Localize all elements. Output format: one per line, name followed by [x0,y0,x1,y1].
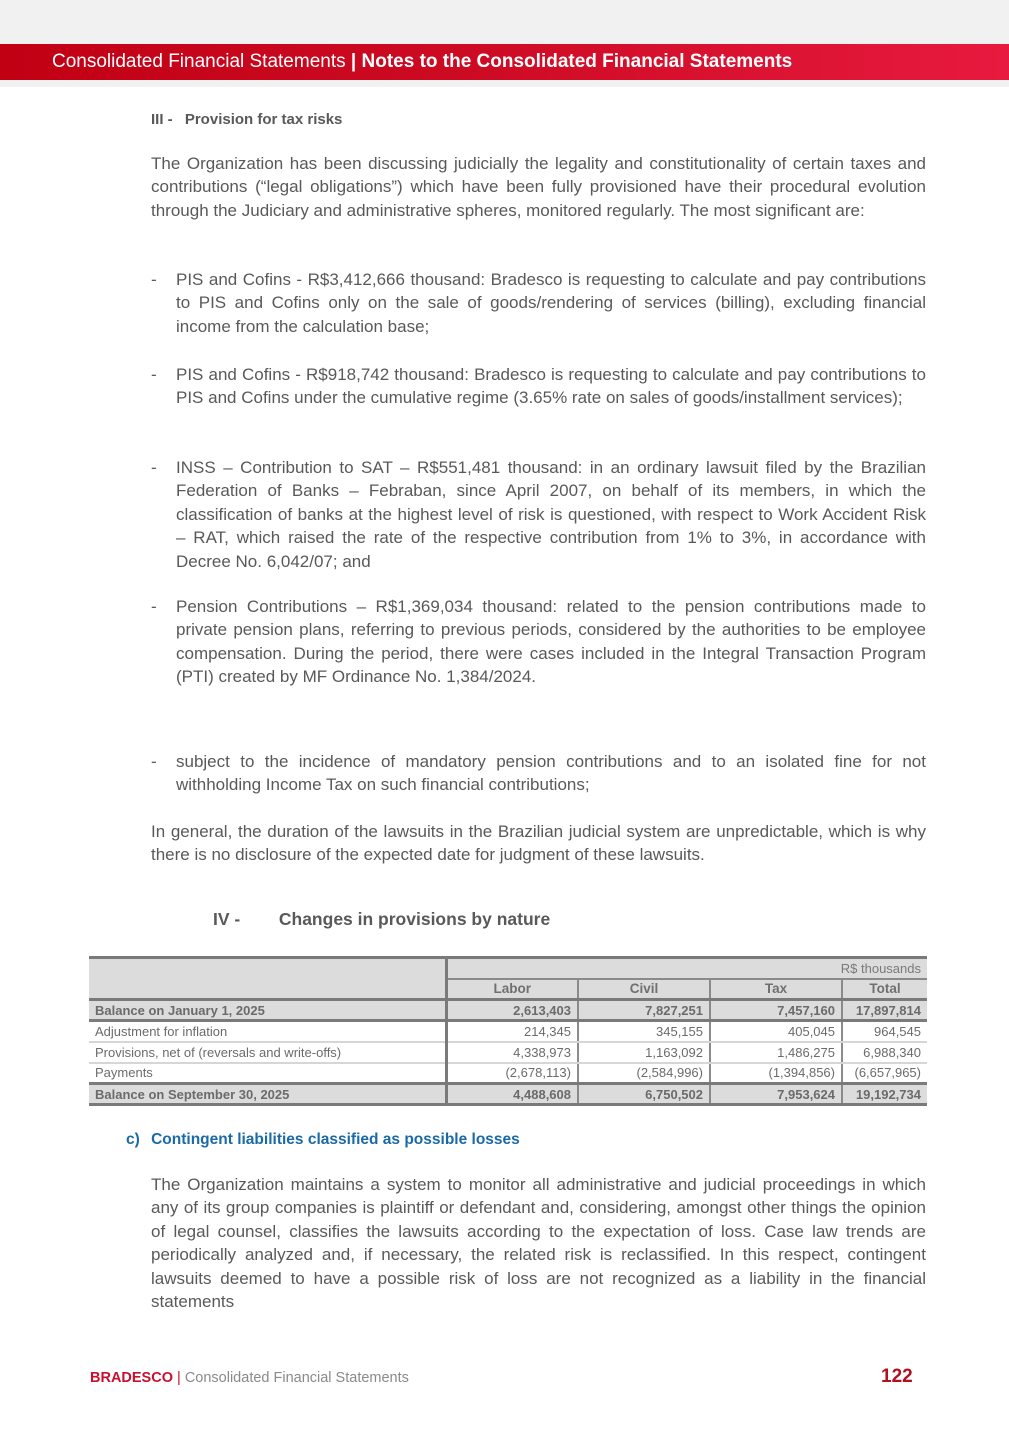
section-c-text: The Organization maintains a system to monitor all administrative and judicial proceedings in which any of its group companies is plaintiff or defendant and, considering, amongst other things the opinion of legal counsel, classifies the lawsuits according to the expectation of loss. Case law trends are periodically analyzed and, if necessary, the related risk is reclassified. In this respect, contingent lawsuits deemed to have a possible risk of loss are not recognized as a liability in the financial statements [151,1175,926,1312]
bullet-text: PIS and Cofins - R$918,742 thousand: Bradesco is requesting to calculate and pay contributions to PIS and Cofins under the cumulative regime (3.65% rate on sales of goods/installment services); [176,365,926,408]
cell-total: 6,988,340 [842,1042,927,1063]
cell-tax: 7,457,160 [710,1000,842,1021]
section-iii-intro: The Organization has been discussing judicially the legality and constitutionality of certain taxes and contributions (“legal obligations”) which have been fully provisioned have their procedural evolution through the Judiciary and administrative spheres, monitored regularly. The most significant are: [151,154,926,220]
footer-separator: | [177,1370,181,1386]
footer-brand: BRADESCO [90,1370,173,1386]
bullet-text: subject to the incidence of mandatory pension contributions and to an isolated fine for not withholding Income Tax on such financial contributions; [176,752,926,795]
row-label: Provisions, net of (reversals and write-offs) [89,1042,446,1063]
list-item [151,268,926,338]
cell-tax: 1,486,275 [710,1042,842,1063]
column-header-labor: Labor [446,979,578,1000]
cell-tax: 7,953,624 [710,1084,842,1105]
section-iii-closing: In general, the duration of the lawsuits in the Brazilian judicial system are unpredictable, which is why there is no disclosure of the expected date for judgment of these lawsuits. [151,822,926,865]
cell-civil: 345,155 [578,1021,710,1042]
section-iv-heading [213,909,550,930]
cell-labor: 4,488,608 [446,1084,578,1105]
cell-total: 17,897,814 [842,1000,927,1021]
column-header-total: Total [842,979,927,1000]
table-row [89,1042,927,1063]
list-item [151,363,926,410]
header-left-title: Consolidated Financial Statements [52,51,346,72]
list-item [151,750,926,797]
header-under-strip [0,80,1009,87]
list-item [151,595,926,689]
page-top-margin [0,0,1009,44]
cell-civil: (2,584,996) [578,1063,710,1084]
table-units: R$ thousands [446,958,927,979]
column-header-tax: Tax [710,979,842,1000]
section-c-title: Contingent liabilities classified as possible losses [151,1131,520,1148]
cell-labor: 4,338,973 [446,1042,578,1063]
footer [90,1370,409,1386]
cell-total: 19,192,734 [842,1084,927,1105]
table-row [89,1000,927,1021]
cell-total: (6,657,965) [842,1063,927,1084]
bullet-text: PIS and Cofins - R$3,412,666 thousand: Bradesco is requesting to calculate and pay contributions to PIS and Cofins only on the sale of goods/rendering of services (billing), excluding financial income from the calculation base; [176,270,926,336]
bullet-dash: - [151,752,157,771]
provisions-table [89,956,927,1106]
section-iii-heading [151,111,342,128]
header-separator: | [350,51,357,72]
table-row [89,1084,927,1105]
cell-labor: 2,613,403 [446,1000,578,1021]
table-row [89,1063,927,1084]
section-c-heading [126,1131,520,1149]
header-right-title: Notes to the Consolidated Financial Statements [361,51,793,72]
cell-civil: 7,827,251 [578,1000,710,1021]
bullet-dash: - [151,458,157,477]
cell-tax: 405,045 [710,1021,842,1042]
cell-labor: (2,678,113) [446,1063,578,1084]
row-label: Payments [89,1063,446,1084]
document-header-bar [0,44,1009,80]
table-header-blank [89,958,446,1000]
section-c-letter: c) [126,1131,140,1148]
section-iv-title: Changes in provisions by nature [278,909,551,929]
footer-label: Consolidated Financial Statements [184,1370,409,1386]
cell-total: 964,545 [842,1021,927,1042]
row-label: Balance on January 1, 2025 [89,1000,446,1021]
section-iii-title: Provision for tax risks [184,111,343,128]
cell-tax: (1,394,856) [710,1063,842,1084]
cell-labor: 214,345 [446,1021,578,1042]
list-item [151,456,926,573]
bullet-dash: - [151,365,157,384]
bullet-text: INSS – Contribution to SAT – R$551,481 thousand: in an ordinary lawsuit filed by the Brazilian Federation of Banks – Febraban, since April 2007, on behalf of its members, in which the classification of banks at the highest level of risk is questioned, with respect to Work Accident Risk – RAT, which raised the rate of the respective contribution from 1% to 3%, in accordance with Decree No. 6,042/07; and [176,458,926,571]
row-label: Balance on September 30, 2025 [89,1084,446,1105]
bullet-text: Pension Contributions – R$1,369,034 thousand: related to the pension contributions made to private pension plans, referring to previous periods, considered by the authorities to be employee compensation. During the period, there were cases included in the Integral Transaction Program (PTI) created by MF Ordinance No. 1,384/2024. [176,597,926,687]
cell-civil: 6,750,502 [578,1084,710,1105]
row-label: Adjustment for inflation [89,1021,446,1042]
bullet-dash: - [151,270,157,289]
table-row [89,1021,927,1042]
section-iii-number: III - [151,111,173,128]
column-header-civil: Civil [578,979,710,1000]
page-number: 122 [881,1366,913,1387]
cell-civil: 1,163,092 [578,1042,710,1063]
bullet-dash: - [151,597,157,616]
section-iv-number: IV - [213,909,241,929]
